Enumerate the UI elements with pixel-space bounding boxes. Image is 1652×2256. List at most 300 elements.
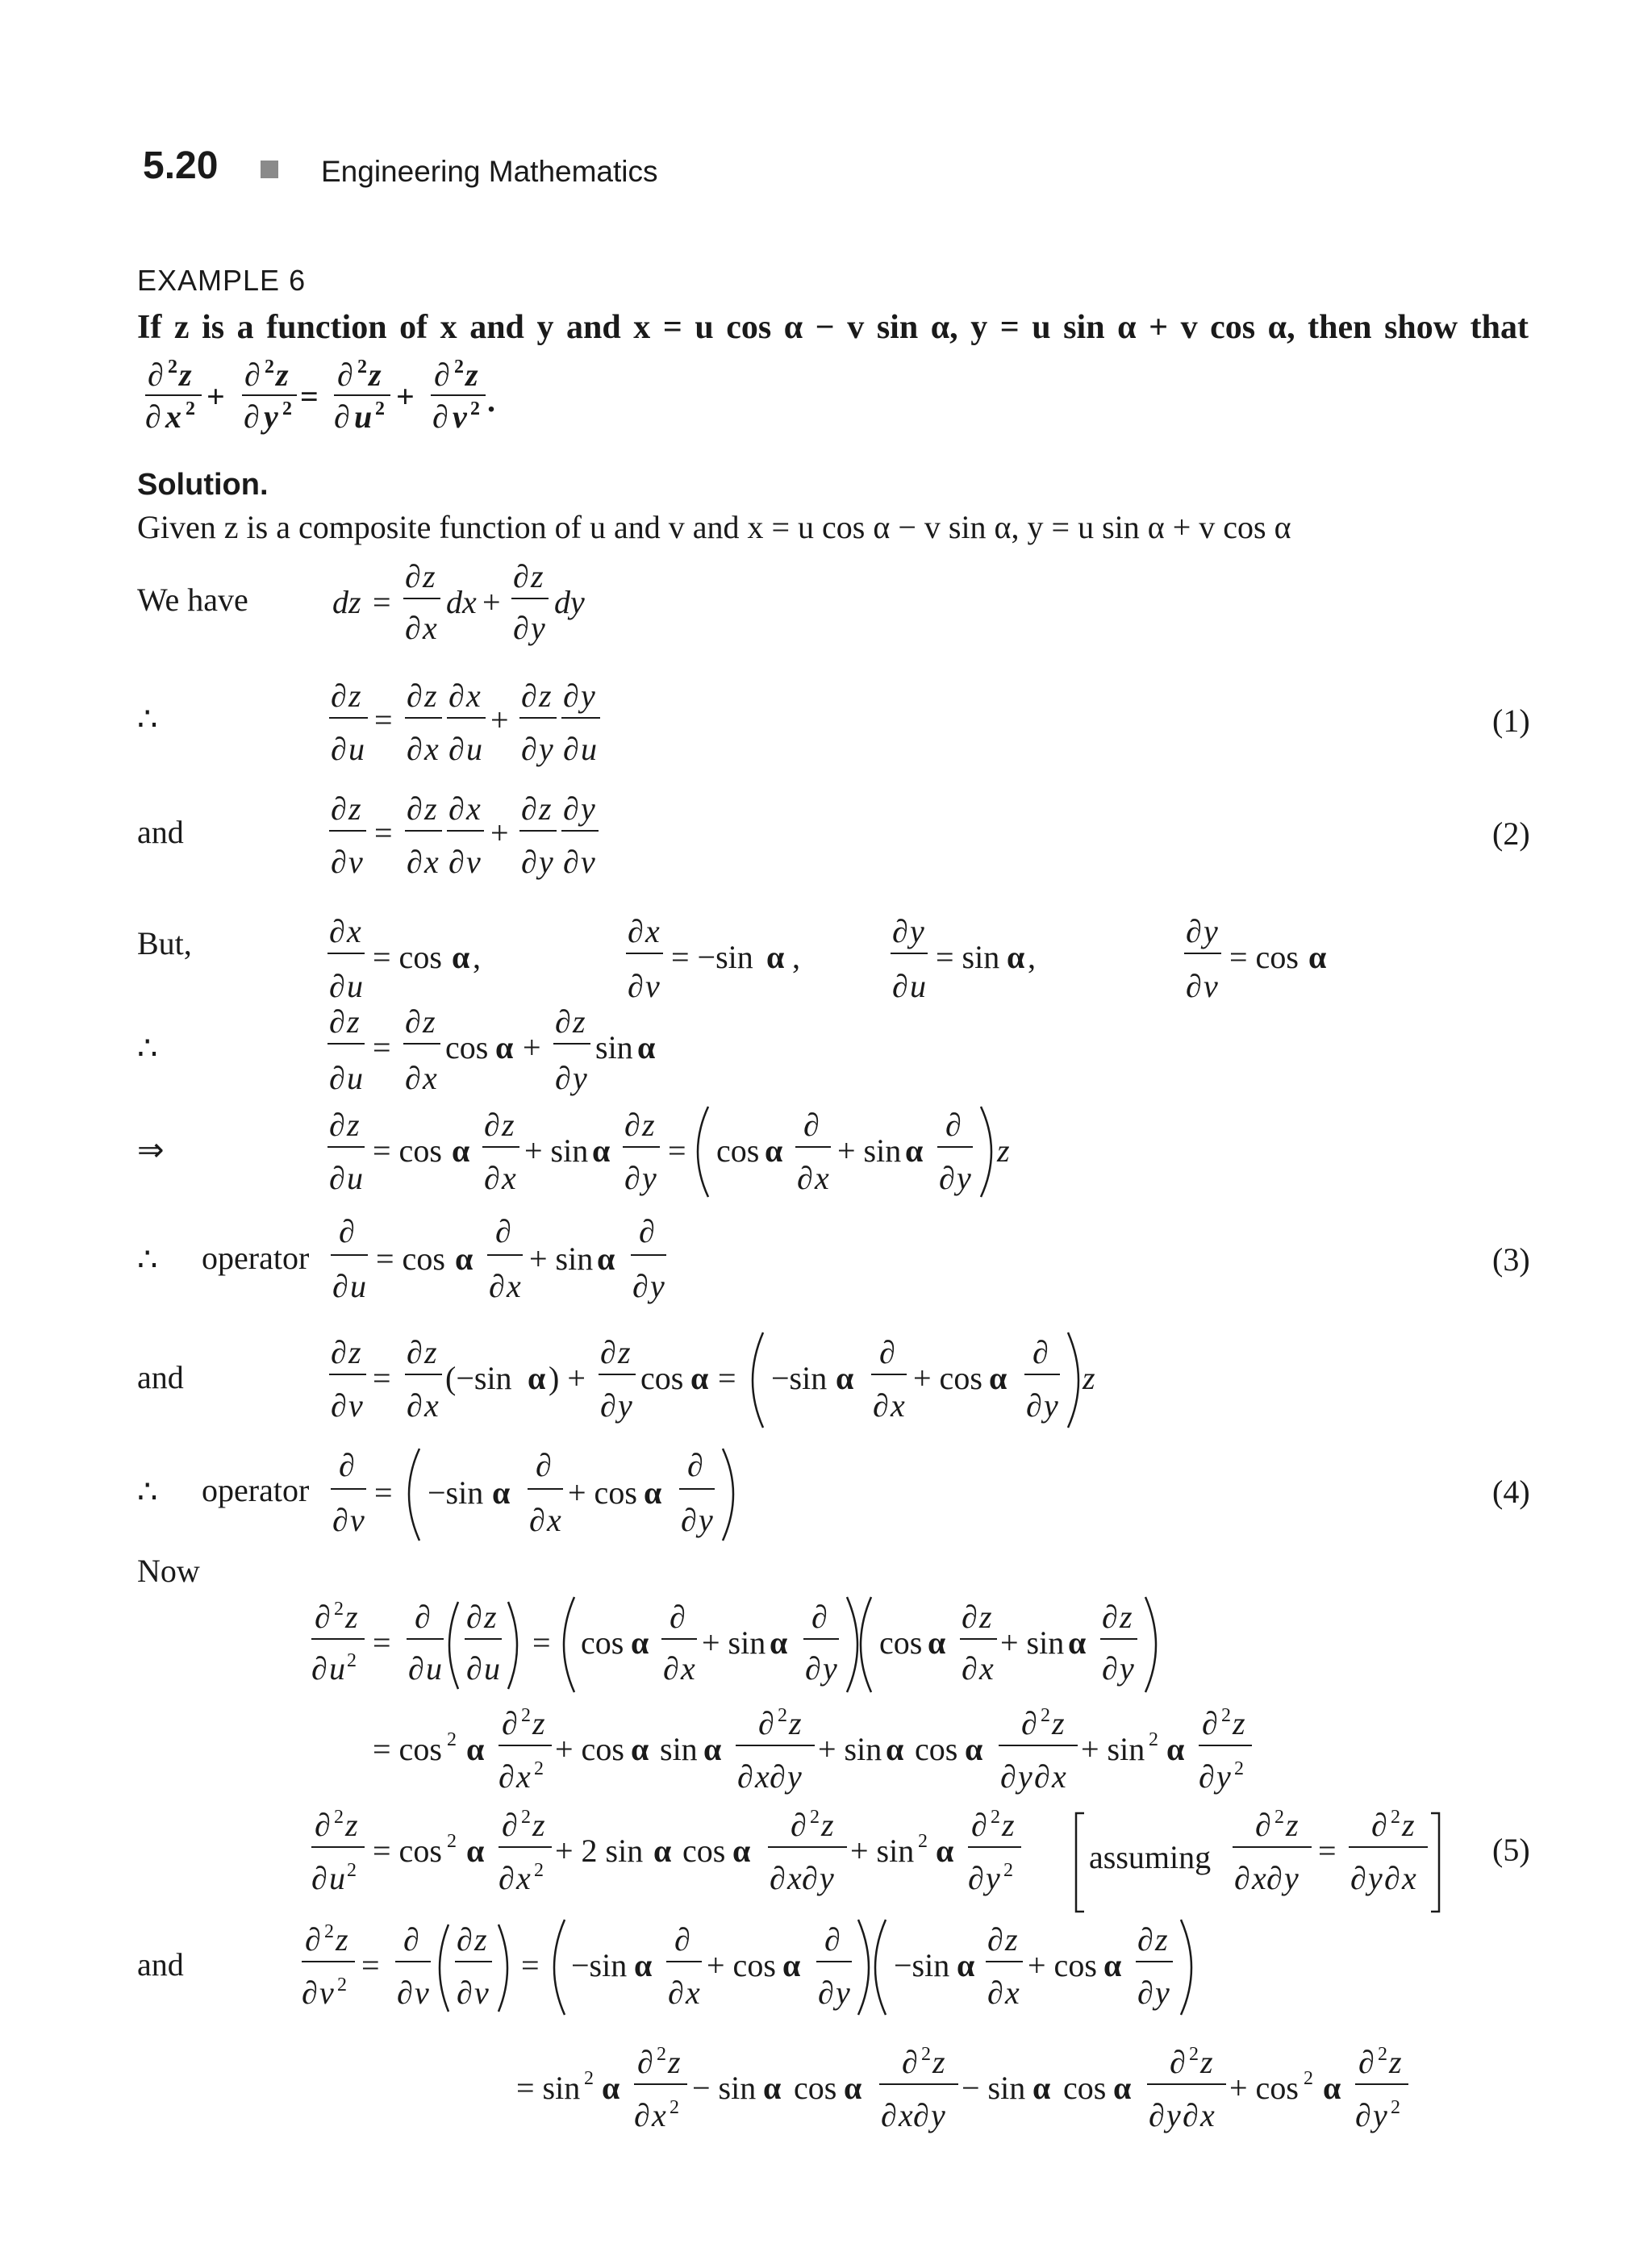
svg-text:z: z [1200,2044,1213,2080]
svg-text:α: α [592,1132,611,1169]
svg-text:∂: ∂ [628,913,644,949]
svg-text:2: 2 [334,1807,344,1828]
svg-text:∂: ∂ [811,1599,828,1635]
svg-text:∂: ∂ [403,1921,419,1958]
svg-text:x: x [165,398,181,435]
svg-text:∂: ∂ [634,2097,650,2133]
svg-text:z: z [642,1107,655,1143]
page-number: 5.20 [143,144,219,187]
svg-text:α: α [886,1731,904,1767]
svg-text:2: 2 [534,1758,544,1779]
svg-text:∂: ∂ [1355,2097,1371,2133]
svg-text:2: 2 [918,1831,928,1852]
svg-text:+ sin: + sin [818,1731,882,1767]
eq-3 [331,1213,666,1304]
svg-text:z: z [1155,1921,1168,1958]
svg-text:u: u [910,968,926,1004]
eq-partials-of-xy [327,913,1326,1004]
svg-text:y: y [264,398,278,435]
svg-text:+ sin: + sin [837,1132,902,1169]
svg-text:2: 2 [347,1650,357,1671]
svg-text:x: x [815,1160,829,1196]
svg-text:∂: ∂ [563,790,579,827]
svg-text:∂: ∂ [405,558,421,594]
svg-text:z: z [1120,1599,1133,1635]
svg-text:∂: ∂ [521,790,537,827]
svg-text:∂: ∂ [632,1268,649,1304]
svg-text:∂: ∂ [892,913,908,949]
svg-text:α: α [1068,1624,1087,1661]
svg-text:= cos: = cos [373,1132,442,1169]
svg-text:α: α [1308,939,1327,975]
svg-text:∂: ∂ [987,1975,1003,2011]
svg-text:v: v [348,844,363,880]
svg-text:α: α [989,1360,1007,1396]
label-implies: ⇒ [137,1132,165,1168]
svg-text:z: z [179,357,192,393]
svg-text:= cos: = cos [1229,939,1299,975]
statement-formula [145,357,495,435]
svg-text:−sin: −sin [771,1360,828,1396]
svg-text:∂: ∂ [407,1334,423,1370]
svg-text:∂: ∂ [521,678,537,714]
label-operator-2: operator [202,1472,310,1508]
svg-text:∂: ∂ [770,1758,786,1795]
svg-text:∂: ∂ [339,1213,355,1249]
svg-text:y: y [836,1975,850,2011]
svg-text:2: 2 [1274,1807,1284,1828]
svg-text:∂: ∂ [331,678,347,714]
svg-text:α: α [782,1947,801,1983]
svg-text:∂: ∂ [536,1447,552,1483]
svg-text:2: 2 [337,1975,347,1995]
svg-text:∂: ∂ [1199,1758,1215,1795]
svg-text:∂: ∂ [624,1107,640,1143]
svg-text:∂: ∂ [818,1975,834,2011]
svg-text:α: α [455,1241,473,1277]
svg-text:z: z [1005,1921,1018,1958]
svg-text:2: 2 [810,1807,820,1828]
svg-text:∂: ∂ [448,790,465,827]
svg-text:∂: ∂ [1266,1860,1283,1896]
svg-text:∂: ∂ [563,678,579,714]
svg-text:2: 2 [657,2044,666,2065]
svg-text:z: z [821,1807,834,1843]
svg-text:α: α [690,1360,709,1396]
svg-text:α: α [1103,1947,1122,1983]
svg-text:∂: ∂ [1102,1650,1118,1687]
eq-dz-du-operator-form [327,1107,1010,1197]
svg-text:z: z [532,1807,545,1843]
svg-text:α: α [452,939,470,975]
svg-text:∂: ∂ [484,1160,500,1196]
svg-text:=: = [668,1132,686,1169]
svg-text:∂: ∂ [302,1975,318,2011]
svg-text:∂: ∂ [1026,1387,1042,1424]
svg-text:∂: ∂ [1358,2044,1375,2080]
svg-text:x: x [1402,1860,1416,1896]
svg-text:dz: dz [332,584,361,620]
label-therefore-2: ∴ [137,1030,158,1066]
svg-text:2: 2 [1304,2068,1313,2089]
svg-text:= sin: = sin [516,2070,581,2106]
svg-text:∂: ∂ [329,1060,345,1096]
equation-number-2: (2) [1492,815,1530,852]
svg-text:∂: ∂ [244,357,261,393]
svg-text:α: α [836,1360,854,1396]
svg-text:∂: ∂ [1384,1860,1400,1896]
svg-text:x: x [466,790,481,827]
svg-text:x: x [787,1860,802,1896]
svg-text:∂: ∂ [513,610,529,646]
svg-text:∂: ∂ [962,1599,978,1635]
svg-text:∂: ∂ [331,731,347,767]
svg-text:∂: ∂ [758,1705,774,1741]
svg-text:= cos: = cos [376,1241,445,1277]
svg-text:α: α [1032,2070,1051,2106]
svg-text:∂: ∂ [407,1387,423,1424]
svg-text:∂: ∂ [331,844,347,880]
svg-text:∂: ∂ [1202,1705,1218,1741]
svg-text:∂: ∂ [892,968,908,1004]
svg-text:∂: ∂ [339,1447,355,1483]
svg-text:2: 2 [584,2068,594,2089]
svg-text:z: z [531,558,544,594]
svg-text:x: x [502,1160,516,1196]
svg-text:2: 2 [357,357,367,377]
label-therefore-4: ∴ [137,1474,158,1510]
svg-text:x: x [423,1060,437,1096]
svg-text:+ sin: + sin [1081,1731,1145,1767]
svg-text:∂: ∂ [432,398,448,435]
svg-text:sin: sin [660,1731,698,1767]
svg-text:−sin: −sin [894,1947,950,1983]
svg-text:x: x [423,610,437,646]
svg-text:z: z [347,1003,360,1040]
svg-text:α: α [653,1833,672,1869]
svg-text:=: = [361,1947,380,1983]
svg-text:∂: ∂ [521,844,537,880]
svg-text:∂: ∂ [737,1758,753,1795]
svg-text:=: = [373,584,391,620]
svg-text:=: = [300,378,319,415]
svg-text:,: , [792,939,800,975]
svg-text:y: y [539,844,553,880]
svg-text:u: u [350,1268,366,1304]
svg-text:v: v [350,1502,365,1538]
svg-text:α: α [844,2070,862,2106]
svg-text:.: . [487,382,495,419]
eq-1 [329,678,600,767]
assuming-word: assuming [1089,1839,1212,1875]
svg-text:2: 2 [921,2044,931,2065]
svg-text:∂: ∂ [407,731,423,767]
svg-text:∂: ∂ [600,1387,616,1424]
svg-text:∂: ∂ [495,1213,511,1249]
svg-text:y: y [1284,1860,1299,1896]
svg-text:=: = [373,1360,391,1396]
svg-text:2: 2 [447,1831,457,1852]
svg-text:+ cos: + cos [913,1360,982,1396]
svg-text:∂: ∂ [407,678,423,714]
svg-text:,: , [1028,939,1036,975]
svg-text:−sin: −sin [571,1947,628,1983]
svg-text:∂: ∂ [315,1599,331,1635]
svg-text:z: z [474,1921,487,1958]
svg-text:α: α [770,1624,788,1661]
svg-text:∂: ∂ [945,1107,962,1143]
svg-text:y: y [1373,2097,1387,2133]
svg-text:2: 2 [1378,2044,1387,2065]
svg-text:α: α [631,1624,649,1661]
svg-text:cos: cos [716,1132,760,1169]
svg-text:y: y [1018,1758,1032,1795]
svg-text:2: 2 [265,357,274,377]
svg-text:x: x [652,2097,666,2133]
svg-text:=: = [521,1947,540,1983]
svg-text:∂: ∂ [408,1650,424,1687]
svg-text:∂: ∂ [639,1213,655,1249]
svg-text:z: z [465,357,478,393]
svg-text:α: α [466,1833,485,1869]
svg-text:α: α [965,1731,983,1767]
svg-text:) +: ) + [549,1360,586,1396]
svg-text:α: α [936,1833,954,1869]
svg-text:∂: ∂ [329,968,345,1004]
svg-text:y: y [1368,1860,1383,1896]
svg-text:∂: ∂ [513,558,529,594]
svg-text:∂: ∂ [791,1807,807,1843]
svg-text:α: α [732,1833,751,1869]
label-and-2: and [137,1359,184,1395]
svg-text:α: α [703,1731,722,1767]
svg-text:z: z [348,790,361,827]
svg-text:∂: ∂ [663,1650,679,1687]
svg-text:x: x [516,1758,531,1795]
svg-text:y: y [823,1650,837,1687]
svg-text:cos: cos [1063,2070,1107,2106]
svg-text:∂: ∂ [466,1650,482,1687]
svg-text:+ sin: + sin [1000,1624,1065,1661]
svg-text:u: u [581,731,597,767]
svg-text:α: α [637,1029,656,1065]
svg-text:∂: ∂ [971,1807,987,1843]
svg-text:α: α [528,1360,546,1396]
svg-text:α: α [1323,2070,1341,2106]
svg-text:cos: cos [794,2070,837,2106]
svg-text:∂: ∂ [305,1921,321,1958]
svg-text:z: z [424,790,437,827]
svg-text:z: z [345,1599,358,1635]
svg-text:∂: ∂ [337,357,353,393]
svg-text:cos: cos [581,1624,624,1661]
svg-text:∂: ∂ [148,357,164,393]
svg-text:v: v [415,1975,429,2011]
eq-total-differential [332,558,585,646]
svg-text:∂: ∂ [628,968,644,1004]
svg-text:y: y [581,678,595,714]
svg-text:∂: ∂ [600,1334,616,1370]
svg-text:∂: ∂ [1000,1758,1016,1795]
svg-text:∂: ∂ [1350,1860,1366,1896]
svg-text:∂: ∂ [555,1060,571,1096]
svg-text:z: z [424,1334,437,1370]
svg-text:∂: ∂ [1186,968,1202,1004]
svg-text:z: z [932,2044,945,2080]
eq-4 [331,1447,733,1541]
svg-text:2: 2 [282,398,292,419]
svg-text:∂: ∂ [1137,1975,1153,2011]
svg-text:∂: ∂ [824,1921,841,1958]
svg-text:dy: dy [554,584,585,620]
svg-text:∂: ∂ [962,1650,978,1687]
svg-text:∂: ∂ [332,1268,348,1304]
svg-text:α: α [602,2070,620,2106]
svg-text:+ cos: + cos [555,1731,624,1767]
svg-text:α: α [765,1132,783,1169]
svg-text:y: y [820,1860,834,1896]
svg-text:y: y [618,1387,632,1424]
eq-2 [329,790,599,880]
eq-second-v-expansion [302,1920,1191,2015]
svg-text:v: v [466,844,481,880]
svg-text:+ 2 sin: + 2 sin [555,1833,644,1869]
svg-text:∂: ∂ [1170,2044,1186,2080]
svg-text:y: y [699,1502,713,1538]
svg-text:u: u [484,1650,500,1687]
svg-text:x: x [686,1975,700,2011]
svg-text:∂: ∂ [502,1807,518,1843]
svg-text:=: = [373,1029,391,1065]
eq-dz-du [327,1003,655,1096]
svg-text:∂: ∂ [1186,913,1202,949]
svg-text:y: y [787,1758,802,1795]
svg-text:x: x [1052,1758,1066,1795]
svg-text:y: y [1044,1387,1058,1424]
svg-text:dx: dx [446,584,477,620]
svg-text:z: z [1389,2044,1402,2080]
svg-text:∂: ∂ [1034,1758,1050,1795]
svg-text:∂: ∂ [1032,1334,1049,1370]
svg-text:α: α [1007,939,1025,975]
svg-text:=: = [1318,1833,1337,1869]
svg-text:= sin: = sin [936,939,1000,975]
svg-text:2: 2 [1234,1758,1244,1779]
svg-text:∂: ∂ [879,1334,895,1370]
svg-text:=: = [718,1360,736,1396]
svg-text:∂: ∂ [555,1003,571,1040]
example-statement: If z is a function of x and y and x = u cos α − v sin α, y = u sin α + v cos α, then show that [137,309,1529,346]
svg-text:∂: ∂ [1149,2097,1165,2133]
svg-text:z: z [345,1807,358,1843]
svg-text:= cos: = cos [373,939,442,975]
svg-text:∂: ∂ [563,731,579,767]
svg-text:∂: ∂ [624,1160,640,1196]
svg-text:v: v [453,398,467,435]
svg-text:2: 2 [534,1860,544,1881]
svg-text:∂: ∂ [873,1387,889,1424]
svg-text:2: 2 [334,1599,344,1620]
svg-text:2: 2 [186,398,195,419]
svg-text:z: z [502,1107,515,1143]
svg-text:∂: ∂ [405,1003,421,1040]
svg-text:α: α [644,1474,662,1511]
svg-text:α: α [631,1731,649,1767]
svg-text:α: α [905,1132,924,1169]
svg-text:y: y [910,913,924,949]
svg-text:y: y [581,790,595,827]
svg-text:y: y [642,1160,657,1196]
svg-text:∂: ∂ [334,398,350,435]
svg-text:α: α [634,1947,653,1983]
svg-text:y: y [531,610,545,646]
svg-text:+: + [490,702,509,738]
svg-text:+: + [523,1029,541,1065]
label-now: Now [137,1553,200,1589]
svg-text:∂: ∂ [529,1502,545,1538]
svg-text:= cos: = cos [373,1833,442,1869]
svg-text:+ cos: + cos [568,1474,637,1511]
svg-text:y: y [573,1060,587,1096]
svg-text:x: x [424,844,439,880]
svg-text:∂: ∂ [405,610,421,646]
svg-text:∂: ∂ [770,1860,786,1896]
svg-text:u: u [347,968,363,1004]
svg-text:∂: ∂ [499,1860,515,1896]
svg-text:∂: ∂ [1137,1921,1153,1958]
svg-text:z: z [1052,1705,1065,1741]
svg-text:∂: ∂ [502,1705,518,1741]
svg-text:∂: ∂ [681,1502,697,1538]
svg-text:2: 2 [375,398,385,419]
svg-text:∂: ∂ [329,1107,345,1143]
svg-text:v: v [474,1975,489,2011]
svg-text:α: α [1113,2070,1132,2106]
svg-text:∂: ∂ [968,1860,984,1896]
svg-text:2: 2 [1391,1807,1400,1828]
svg-text:∂: ∂ [311,1650,327,1687]
book-title: Engineering Mathematics [321,155,658,188]
svg-text:2: 2 [168,357,177,377]
svg-text:y: y [1216,1758,1231,1795]
svg-text:2: 2 [991,1807,1000,1828]
svg-text:∂: ∂ [407,844,423,880]
svg-text:v: v [1204,968,1218,1004]
svg-text:y: y [1204,913,1218,949]
eq-dz-dv [329,1332,1095,1428]
svg-text:u: u [466,731,482,767]
svg-text:u: u [347,1160,363,1196]
svg-text:∂: ∂ [407,790,423,827]
svg-text:=: = [532,1624,551,1661]
svg-text:z: z [789,1705,802,1741]
svg-text:z: z [424,678,437,714]
svg-text:+ sin: + sin [850,1833,915,1869]
svg-text:x: x [645,913,660,949]
svg-text:∂: ∂ [244,398,260,435]
svg-text:y: y [650,1268,665,1304]
svg-text:y: y [1120,1650,1134,1687]
svg-text:y: y [931,2097,945,2133]
svg-text:x: x [424,1387,439,1424]
svg-text:+: + [490,815,509,851]
svg-text:z: z [1286,1807,1299,1843]
svg-text:∂: ∂ [1234,1860,1250,1896]
svg-text:=: = [373,1624,391,1661]
svg-text:∂: ∂ [332,1502,348,1538]
svg-text:α: α [466,1731,485,1767]
svg-text:cos: cos [640,1360,684,1396]
